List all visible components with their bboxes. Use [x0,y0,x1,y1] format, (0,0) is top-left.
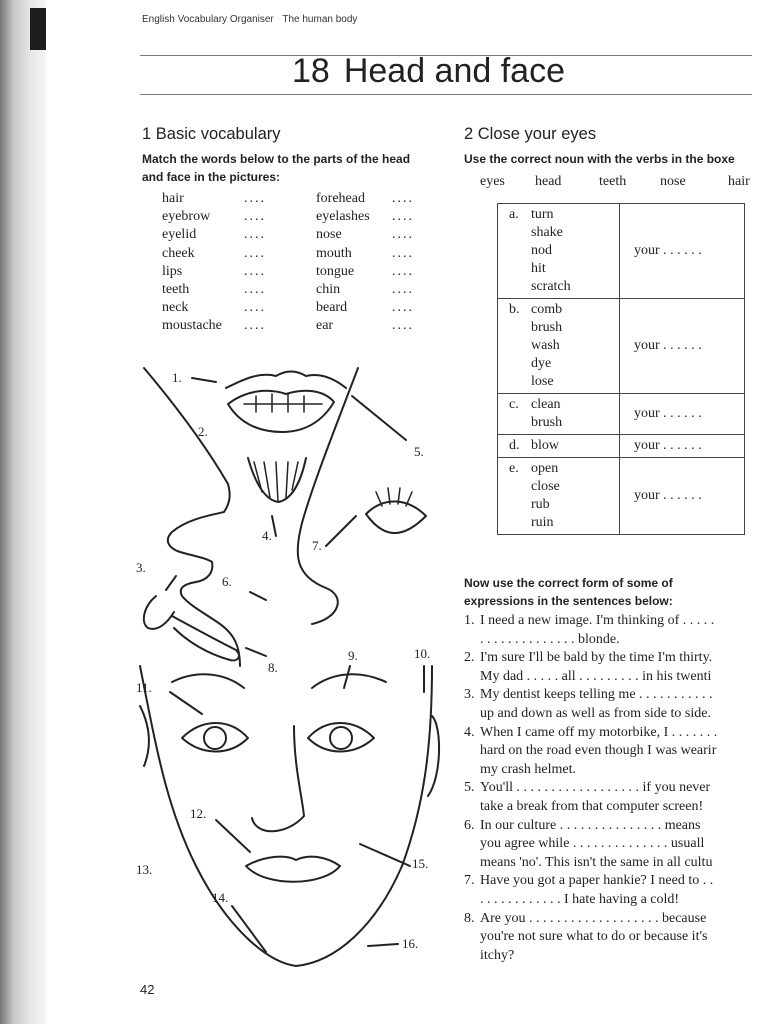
arrow-15 [360,844,410,866]
book-title: English Vocabulary Organiser [142,14,274,25]
sentence-item [464,779,754,816]
exercise2-instruction: Use the correct noun with the verbs in the boxe [464,152,735,166]
sentence-item [464,872,754,909]
vocab-word: chin [316,282,341,298]
answer-cell: your . . . . . . [620,394,745,435]
answer-dots: .... [392,318,414,334]
arrow-16 [368,944,398,946]
answer-dots: .... [244,318,266,334]
vocab-item [316,299,414,317]
sentence-number: 8. [464,910,475,926]
vocab-word: neck [162,300,189,316]
sentence-line: my crash helmet. [480,761,577,777]
verb-box-a [498,204,745,299]
lips-profile [144,596,174,629]
sentence-line: My dad . . . . . all . . . . . . . . . in his twenti [480,668,712,684]
eye-profile [366,501,426,533]
vocab-word: beard [316,300,348,316]
verb-box-b [498,299,745,394]
noun-option: nose [660,174,686,189]
page-number: 42 [140,982,155,997]
sentence-item [464,686,754,723]
verb: dye [531,356,552,371]
label-10: 10. [414,646,431,661]
sentence-line: I need a new image. I'm thinking of . . . . . [480,613,715,628]
profile-outline [144,368,240,666]
noun-option: teeth [599,174,627,189]
sentence-line: hard on the road even though I was wearir [480,743,717,759]
nose-profile [298,368,358,624]
label-5: 5. [414,444,424,459]
noun-option: head [535,174,562,189]
verb: wash [531,338,560,353]
tongue-drawing [172,616,239,660]
vocab-word: nose [316,227,342,243]
answer-dots: .... [244,245,266,261]
arrow-1 [192,378,216,382]
sentence-line: means 'no'. This isn't the same in all cultu [480,854,713,870]
verb-noun-table [497,203,745,535]
verb-box-e [498,458,745,535]
sentence-line: My dentist keeps telling me . . . . . . . . . . . [480,687,713,703]
vocab-list-right [316,190,414,336]
answer-cell: your . . . . . . [620,435,745,458]
instruction2-line2: expressions in the sentences below: [464,594,673,608]
verb: shake [531,225,563,240]
vocab-item [162,299,266,317]
answer-cell: your . . . . . . [620,299,745,394]
sentence-line: you're not sure what to do or because it's [480,929,708,945]
vocab-item [316,281,414,299]
answer-dots: .... [244,282,266,298]
verb: rub [531,497,550,512]
answer-dots: .... [392,191,414,206]
noun-option: hair [728,174,750,189]
verb: brush [531,320,563,335]
label-16: 16. [402,936,419,951]
arrow-9 [344,666,350,688]
chapter-title: Head and face [343,52,565,90]
verb: scratch [531,279,571,294]
vocab-word: eyelid [162,227,197,243]
sentence-number: 4. [464,724,475,740]
answer-dots: .... [244,209,266,225]
label-7: 7. [312,538,322,553]
front-nose [252,726,304,831]
exercise1-title: 1 Basic vocabulary [142,125,281,143]
verb: hit [531,261,546,276]
vocab-item [162,245,266,263]
label-12: 12. [190,806,207,821]
verb: blow [531,438,559,453]
sentence-line: itchy? [480,947,515,963]
vocab-word: forehead [316,191,365,206]
vocab-item [316,190,414,208]
front-lips [246,857,340,882]
sentence-line: Are you . . . . . . . . . . . . . . . . . . . because [480,910,707,926]
answer-dots: .... [392,209,414,225]
verb: comb [531,302,563,317]
sentence-line: you agree while . . . . . . . . . . . . . . usuall [480,836,705,852]
answer-dots: .... [392,245,414,261]
verb: lose [531,374,554,389]
verb-box-c [498,394,745,435]
sentence-number: 1. [464,613,475,628]
vocab-word: moustache [162,318,222,334]
sentence-number: 7. [464,873,475,889]
exercise1-instruction-line2: and face in the pictures: [142,170,281,184]
hair-left [140,706,149,766]
exercise1-instruction-line1: Match the words below to the parts of the head [142,152,411,166]
vocab-word: eyelashes [316,209,370,225]
vocab-item [316,317,414,335]
answer-dots: .... [244,227,266,243]
verb: open [531,461,559,476]
arrow-5 [352,396,406,440]
sentence-number: 3. [464,687,475,703]
arrow-7 [326,516,356,546]
vocab-list-left [162,190,266,336]
sentence-list [464,612,754,965]
sentence-line: . . . . . . . . . . . . . . blonde. [480,631,620,647]
label-11: 11. [136,680,152,695]
answer-dots: .... [244,300,266,316]
arrow-12 [216,820,250,852]
vocab-item [162,281,266,299]
verb-box-d [498,435,745,458]
verb-cell [498,458,620,535]
label-9: 9. [348,648,358,663]
answer-dots: .... [392,282,414,298]
chapter-number: 18 [292,52,330,90]
vocab-item [316,208,414,226]
mouth-drawing [228,391,334,432]
sentence-number: 5. [464,780,475,796]
label-6: 6. [222,574,232,589]
label-13: 13. [136,862,153,877]
answer-cell: your . . . . . . [620,204,745,299]
header-rule-bottom [140,94,752,95]
sentence-line: I'm sure I'll be bald by the time I'm thirty. [480,650,713,666]
answer-dots: .... [244,191,266,206]
exercise1-instruction [142,150,410,186]
vocab-word: cheek [162,245,195,261]
vocab-item [316,263,414,281]
binding-marker [30,8,46,50]
verb: brush [531,415,563,430]
moustache-drawing [226,372,346,389]
vocab-word: lips [162,263,183,279]
box-letter: c. [509,397,519,412]
sentence-number: 6. [464,817,475,833]
chapter-heading [292,52,565,91]
running-header [142,14,363,25]
sentence-line: In our culture . . . . . . . . . . . . . . . means [480,817,701,833]
sentence-number: 2. [464,650,475,666]
label-14: 14. [212,890,229,905]
sentence-item [464,817,754,873]
label-15: 15. [412,856,429,871]
noun-option: eyes [480,174,505,189]
sentence-line: When I came off my motorbike, I . . . . . . . [480,724,718,740]
sentence-line: You'll . . . . . . . . . . . . . . . . . . if you never [480,780,711,796]
answer-dots: .... [244,263,266,279]
vocab-item [162,263,266,281]
verb-cell [498,299,620,394]
verb: clean [531,397,561,412]
vocab-word: eyebrow [162,209,211,225]
vocab-word: ear [316,318,334,334]
answer-dots: .... [392,227,414,243]
right-eyebrow [312,674,386,688]
exercise2-instruction-2 [464,574,764,610]
arrow-3 [166,576,176,590]
vocab-item [162,190,266,208]
box-letter: b. [509,302,520,317]
vocab-word: mouth [316,245,352,261]
face-outline [140,666,432,966]
book-binding-edge [0,0,46,1024]
vocab-item [162,208,266,226]
answer-cell: your . . . . . . [620,458,745,535]
label-4: 4. [262,528,272,543]
arrow-11 [170,692,202,714]
vocab-word: tongue [316,263,355,279]
left-eyebrow [172,674,244,688]
arrow-8 [246,648,266,656]
box-letter: e. [509,461,519,476]
vocab-item [316,245,414,263]
verb-cell [498,204,620,299]
sentence-line: Have you got a paper hankie? I need to . . [480,873,714,889]
vocab-word: hair [162,191,184,206]
sentence-line: take a break from that computer screen! [480,798,704,814]
sentence-item [464,612,754,649]
arrow-4 [272,516,276,536]
verb-cell [498,394,620,435]
vocab-word: teeth [162,282,190,298]
label-8: 8. [268,660,278,675]
box-letter: d. [509,438,520,453]
sentence-item [464,910,754,966]
vocab-item [162,317,266,335]
verb: close [531,479,560,494]
label-1: 1. [172,370,182,385]
box-letter: a. [509,207,519,222]
verb: nod [531,243,552,258]
verb: turn [531,207,554,222]
label-3: 3. [136,560,146,575]
sentence-line: up and down as well as from side to side. [480,705,711,721]
sentence-item [464,649,754,686]
verb-cell [498,435,620,458]
sentence-item [464,724,754,780]
section-name: The human body [282,14,358,25]
verb: ruin [531,515,554,530]
arrow-6 [250,592,266,600]
instruction2-line1: Now use the correct form of some of [464,576,673,590]
vocab-item [162,226,266,244]
exercise2-title: 2 Close your eyes [464,125,597,143]
vocab-item [316,226,414,244]
label-2: 2. [198,424,208,439]
answer-dots: .... [392,300,414,316]
face-illustration [136,366,442,972]
sentence-line: . . . . . . . . . . . . I hate having a cold! [480,891,680,907]
answer-dots: .... [392,263,414,279]
